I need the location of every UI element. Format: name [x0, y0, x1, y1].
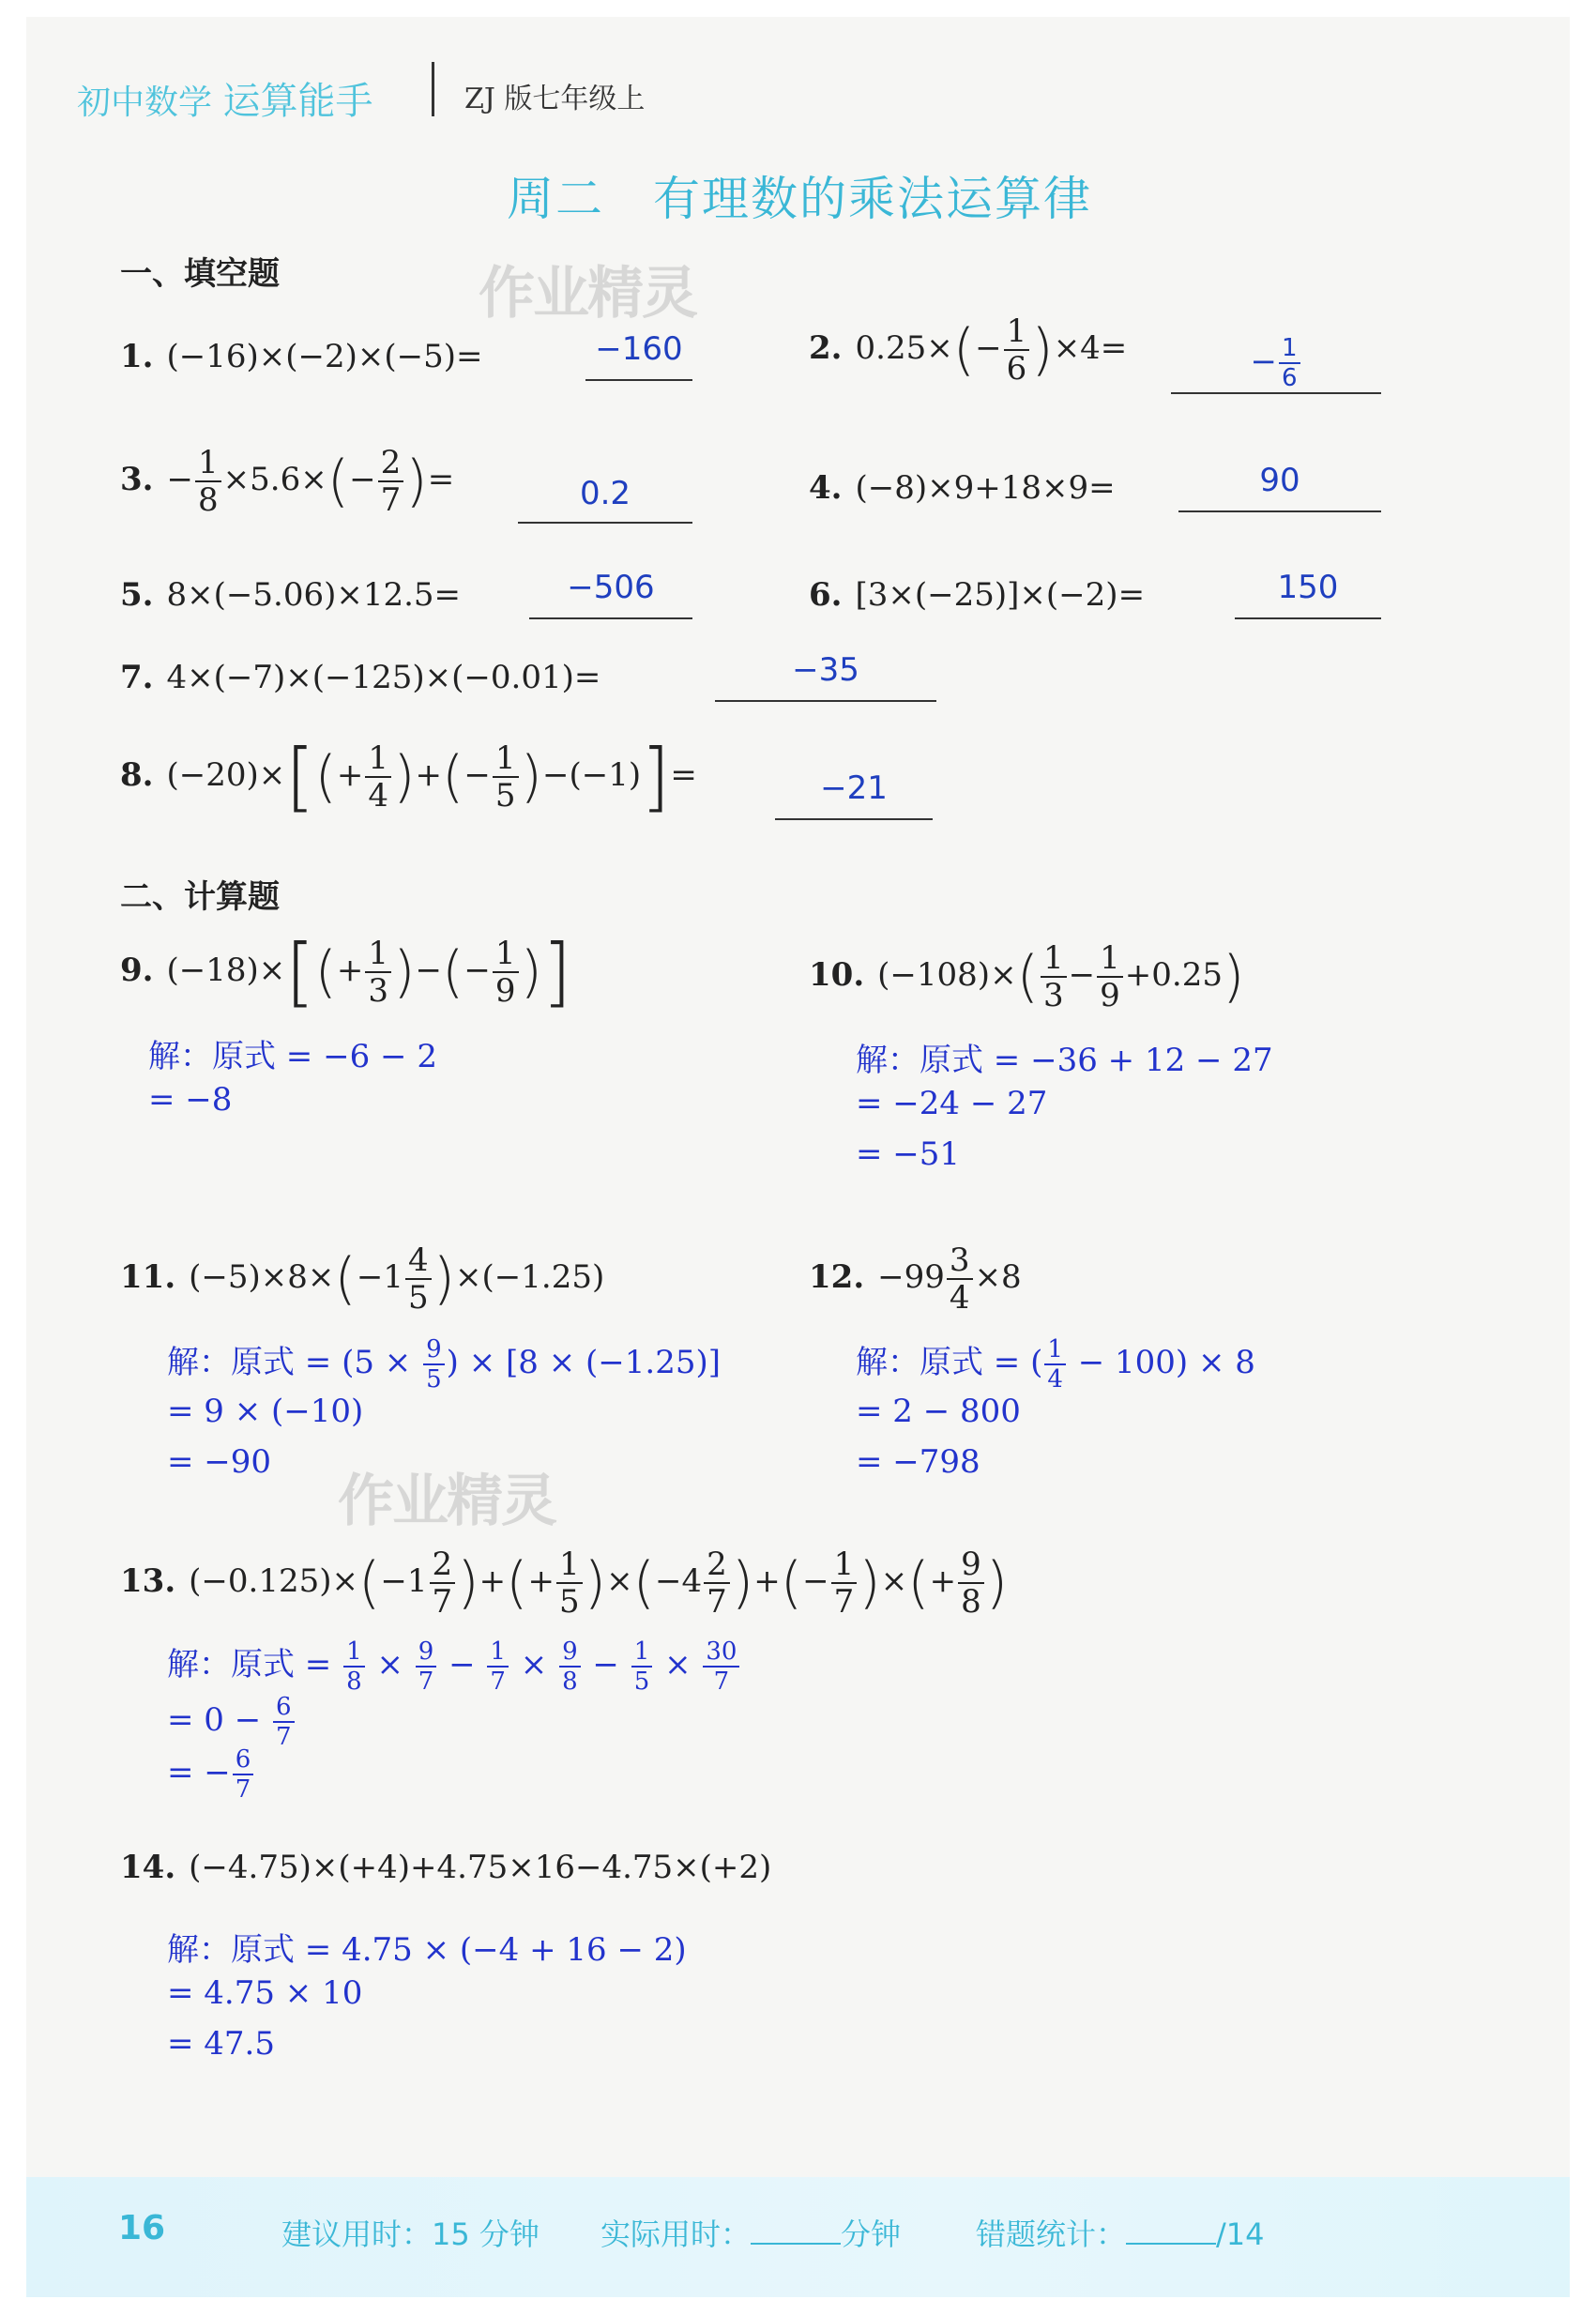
actual-time: 实际用时： 分钟 [600, 2216, 902, 2252]
solution-11-line-3: = −90 [167, 1443, 272, 1481]
solution-12-line-2: = 2 − 800 [856, 1393, 1021, 1430]
answer-8: −21 [820, 769, 888, 807]
question-11: 11. (−5)×8×(−1 $\frac{4}{5}$ )×(−1.25) [120, 1241, 605, 1317]
question-12: 12. −99 $\frac{3}{4}$ ×8 [809, 1241, 1022, 1317]
question-10: 10. (−108)×( $\frac{1}{3}$ − $\frac{1}{9}$ +0.25) [809, 939, 1245, 1014]
question-8: 8. (−20)×[(+ $\frac{1}{4}$ )+(− $\frac{1}{5}$ )−(−1)]= [120, 733, 697, 820]
header-divider [432, 62, 434, 116]
solution-14-line-2: = 4.75 × 10 [167, 1974, 363, 2012]
question-6: 6. [3×(−25)]×(−2)= [809, 576, 1146, 614]
solution-10-line-3: = −51 [856, 1135, 961, 1173]
answer-line-1 [585, 379, 692, 381]
answer-line-5 [529, 617, 692, 619]
answer-4: 90 [1259, 462, 1300, 499]
answer-3: 0.2 [579, 475, 631, 512]
actual-time-blank[interactable] [751, 2220, 841, 2245]
question-2: 2. 0.25×(− $\frac{1}{6}$ )×4= [809, 312, 1128, 388]
watermark-logo-2: 作业精灵 [338, 1469, 555, 1534]
answer-2: − $\frac{1}{6}$ [1171, 336, 1381, 390]
series-title: 初中数学 运算能手 [77, 80, 373, 123]
edition-label: ZJ 版七年级上 [464, 83, 646, 115]
solution-14-line-1: 解：原式 = 4.75 × (−4 + 16 − 2) [167, 1931, 687, 1969]
answer-line-2 [1171, 392, 1381, 394]
page-number: 16 [118, 2209, 166, 2247]
question-4: 4. (−8)×9+18×9= [809, 469, 1116, 507]
solution-13-line-3: = − $\frac{6}{7}$ [167, 1747, 255, 1802]
answer-7: −35 [792, 651, 859, 689]
suggested-time: 建议用时：15 分钟 [281, 2216, 540, 2252]
solution-14-line-3: = 47.5 [167, 2025, 275, 2063]
section-fill-blank: 一、填空题 [120, 255, 280, 293]
solution-12-line-3: = −798 [856, 1443, 980, 1481]
question-14: 14. (−4.75)×(+4)+4.75×16−4.75×(+2) [120, 1849, 772, 1886]
solution-13-line-1: 解：原式 = $\frac{1}{8}$ × $\frac{9}{7}$ − $\frac{1}{7}$ × $\frac{9}{8}$ − $\frac{1}{5}$ × $\frac{30}{7}$ [167, 1638, 741, 1694]
solution-13-line-2: = 0 − $\frac{6}{7}$ [167, 1695, 296, 1749]
question-13: 13. (−0.125)×(−1 $\frac{2}{7}$ )+(+ $\frac{1}{5}$ )×(−4 $\frac{2}{7}$ )+(− $\frac{1}{7}$ )×(+ $\frac{9}{8}$ ) [120, 1546, 1009, 1621]
question-7: 7. 4×(−7)×(−125)×(−0.01)= [120, 659, 601, 696]
section-calculation: 二、计算题 [120, 878, 280, 916]
solution-10-line-2: = −24 − 27 [856, 1085, 1048, 1122]
solution-12-line-1: 解：原式 = ( $\frac{1}{4}$ − 100) × 8 [856, 1335, 1255, 1394]
answer-line-8 [775, 818, 933, 820]
solution-10-line-1: 解：原式 = −36 + 12 − 27 [856, 1042, 1273, 1079]
solution-9-line-1: 解：原式 = −6 − 2 [148, 1038, 437, 1075]
question-3: 3. − $\frac{1}{8}$ ×5.6×(− $\frac{2}{7}$ )= [120, 444, 455, 519]
answer-5: −506 [567, 569, 655, 606]
page-title: 周二 有理数的乘法运算律 [507, 172, 1092, 226]
answer-line-7 [715, 700, 936, 702]
answer-line-6 [1235, 617, 1381, 619]
wrong-count-blank[interactable] [1126, 2220, 1216, 2245]
wrong-count: 错题统计： /14 [976, 2216, 1265, 2252]
solution-11-line-1: 解：原式 = (5 × $\frac{9}{5}$ ) × [8 × (−1.25)] [167, 1335, 722, 1394]
solution-9-line-2: = −8 [148, 1081, 233, 1119]
question-9: 9. (−18)×[(+ $\frac{1}{3}$ )−(− $\frac{1}{9}$ )] [120, 928, 572, 1015]
question-1: 1. (−16)×(−2)×(−5)= [120, 338, 483, 375]
watermark-logo: 作业精灵 [479, 261, 696, 327]
answer-line-3 [518, 522, 692, 524]
question-5: 5. 8×(−5.06)×12.5= [120, 576, 462, 614]
answer-1: −160 [595, 330, 683, 368]
answer-line-4 [1178, 510, 1381, 512]
answer-6: 150 [1277, 569, 1339, 606]
solution-11-line-2: = 9 × (−10) [167, 1393, 364, 1430]
